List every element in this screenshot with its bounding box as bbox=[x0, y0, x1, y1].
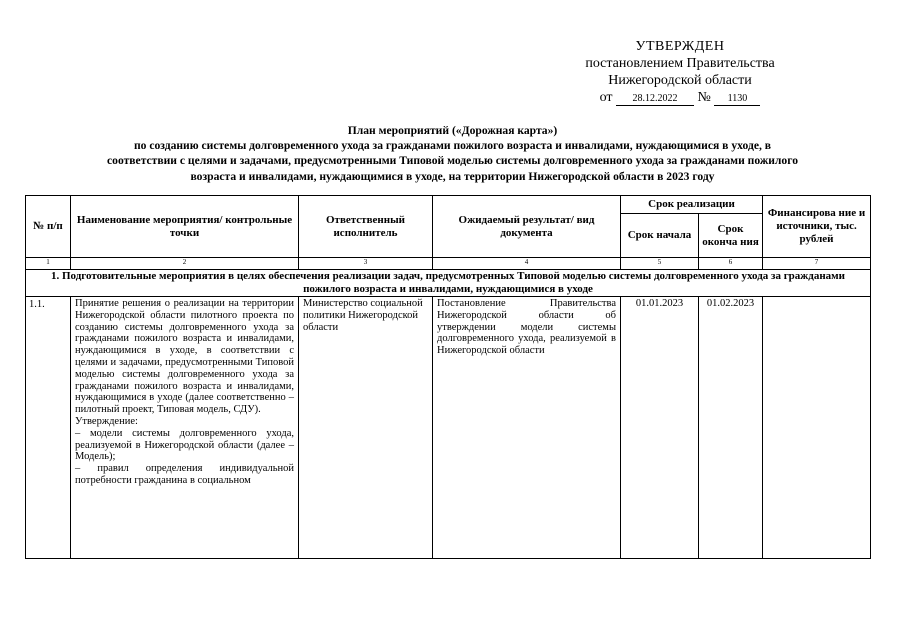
section-title: 1. Подготовительные мероприятия в целях обеспечения реализации задач, предусмотренных Типовой моделью системы долговременного ухода за гражданами пожилого возраста и инвалидами, нуждающимися в уходе bbox=[26, 270, 871, 297]
row-name-paragraph: Утверждение: bbox=[75, 415, 138, 427]
header-name: Наименование мероприятия/ контрольные точки bbox=[71, 196, 299, 258]
section-row bbox=[26, 270, 871, 297]
header-start: Срок начала bbox=[621, 214, 699, 258]
document-title bbox=[60, 123, 845, 184]
column-number: 6 bbox=[699, 258, 763, 270]
date-prefix: от bbox=[599, 90, 613, 105]
row-number: 1.1. bbox=[26, 297, 71, 559]
column-numbers-row bbox=[26, 258, 871, 270]
row-start-date: 01.01.2023 bbox=[621, 297, 699, 559]
plan-table bbox=[25, 195, 871, 559]
header-financing: Финансирова ние и источники, тыс. рублей bbox=[763, 196, 871, 258]
number-sign: № bbox=[697, 90, 711, 105]
row-end-date: 01.02.2023 bbox=[699, 297, 763, 559]
column-number: 2 bbox=[71, 258, 299, 270]
title-line-1: План мероприятий («Дорожная карта») bbox=[347, 124, 558, 137]
row-name-paragraph: Принятие решения о реализации на территории Нижегородской области пилотного проекта по созданию системы долговременного ухода за гражданами пожилого возраста и инвалидами, нуждающимися в уходе, в соответствии с целями и задачами, предусмотренными Типовой моделью системы долговременного ухода за гражданами пожилого возраста и инвалидами, нуждающимися в уходе (далее соответственно – пилотный проект, Типовая модель, СДУ). bbox=[75, 298, 294, 416]
column-number: 4 bbox=[433, 258, 621, 270]
column-number: 7 bbox=[763, 258, 871, 270]
row-result: Постановление Правительства Нижегородской области об утверждении модели системы долговременного ухода, реализуемой в Нижегородской области bbox=[433, 297, 621, 559]
column-number: 1 bbox=[26, 258, 71, 270]
title-line-2: по созданию системы долговременного ухода за гражданами пожилого возраста и инвалидами, нуждающимися в уходе, в bbox=[133, 139, 772, 153]
column-number: 5 bbox=[621, 258, 699, 270]
header-period: Срок реализации bbox=[621, 196, 763, 214]
approval-date: 28.12.2022 bbox=[616, 93, 694, 106]
table-row bbox=[26, 297, 871, 559]
row-responsible: Министерство социальной политики Нижегородской области bbox=[299, 297, 433, 559]
approval-line-3: Нижегородской области bbox=[608, 73, 752, 88]
approval-stamp bbox=[560, 38, 800, 106]
row-name-paragraph: – правил определения индивидуальной потребности гражданина в социальном bbox=[75, 463, 294, 486]
row-financing bbox=[763, 297, 871, 559]
approval-line-2: постановлением Правительства bbox=[585, 56, 775, 71]
title-line-4: возраста и инвалидами, нуждающимися в уходе, на территории Нижегородской области в 2023 году bbox=[190, 169, 715, 183]
header-result: Ожидаемый результат/ вид документа bbox=[433, 196, 621, 258]
row-name-paragraph: – модели системы долговременного ухода, реализуемой в Нижегородской области (далее – Модель); bbox=[75, 427, 294, 463]
column-number: 3 bbox=[299, 258, 433, 270]
approval-title: УТВЕРЖДЕН bbox=[635, 39, 725, 54]
approval-date-line bbox=[560, 89, 800, 106]
title-line-3: соответствии с целями и задачами, предусмотренными Типовой моделью системы долговременного ухода за гражданами пожилого bbox=[107, 154, 798, 168]
approval-number: 1130 bbox=[714, 93, 760, 106]
header-responsible: Ответственный исполнитель bbox=[299, 196, 433, 258]
header-num: № п/п bbox=[26, 196, 71, 258]
header-end: Срок оконча ния bbox=[699, 214, 763, 258]
row-name bbox=[71, 297, 299, 559]
